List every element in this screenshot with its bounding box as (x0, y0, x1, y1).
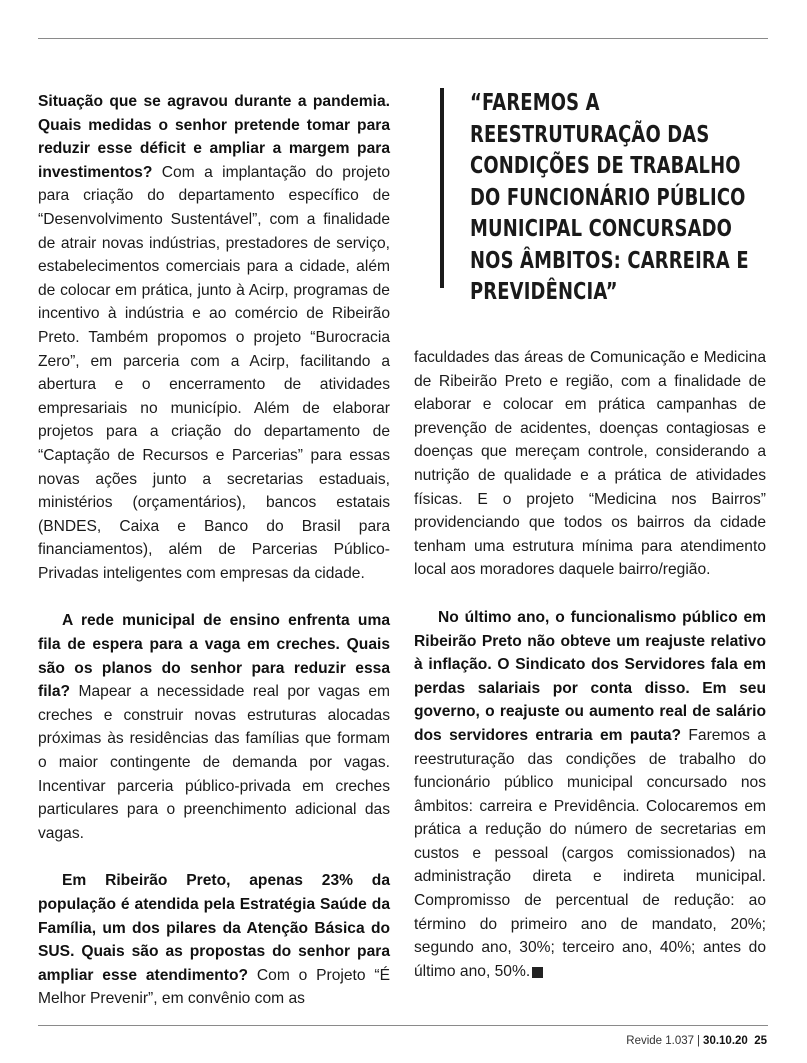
left-column (38, 90, 390, 1011)
answer-paragraph (38, 609, 390, 845)
answer-text: faculdades das áreas de Comunicação e Medicina de Ribeirão Preto e região, com a finalidade de elaborar e colocar em prática campanhas de prevenção de acidentes, doenças contagiosas e doenças que mereçam controle, considerando a nutrição de qualidade e a prática de atividades físicas. E o projeto “Medicina nos Bairros” providenciando que todos os bairros da cidade tenham uma estrutura mínima para atendimento local aos moradores daquele bairro/região. (414, 349, 766, 579)
page-footer (626, 1035, 767, 1047)
answer-text: Com a implantação do projeto para criação do departamento específico de “Desenvolvimento Sustentável”, com a finalidade de atrair novas indústrias, prestadores de serviço, estabelecimentos comerciais para a cidade, além de colocar em prática, junto à Acirp, programas de incentivo à indústria e ao comércio de Ribeirão Preto. Também propomos o projeto “Burocracia Zero”, em parceria com a Acirp, facilitando a abertura e o encerramento de atividades empresariais no município. Além de elaborar projetos para a criação do departamento de “Captação de Recursos e Parcerias” para essas novas ações junto a secretarias estaduais, ministérios (orçamentários), bancos estatais (BNDES, Caixa e Banco do Brasil para financiamentos), além de Parcerias Público-Privadas inteligentes com empresas da cidade. (38, 163, 390, 582)
question-text: Situação que se agravou durante a pandemia. Quais medidas o senhor pretende tomar para reduzir esse déficit e ampliar a margem para investimentos? (38, 93, 390, 181)
footer-separator: | (697, 1035, 701, 1047)
answer-text: Com o Projeto “É Melhor Prevenir”, em convênio com as (38, 966, 390, 1008)
bottom-rule (38, 1025, 768, 1026)
answer-text: Mapear a necessidade real por vagas em creches e construir novas estruturas alocadas próximas às residências das famílias que formam o maior contingente de demanda por vagas. Incentivar parceria público-privada em creches particulares para o preenchimento adicional das vagas. (38, 683, 390, 842)
question-text: No último ano, o funcionalismo público em Ribeirão Preto não obteve um reajuste relativo à inflação. O Sindicato dos Servidores fala em perdas salariais por conta disso. Em seu governo, o reajuste ou aumento real de salário dos servidores entraria em pauta? (414, 608, 766, 744)
question-text: Em Ribeirão Preto, apenas 23% da população é atendida pela Estratégia Saúde da Família, um dos pilares da Atenção Básica do SUS. Quais são as propostas do senhor para ampliar esse atendimento? (38, 872, 390, 984)
question-text: A rede municipal de ensino enfrenta uma fila de espera para a vaga em creches. Quais são os planos do senhor para reduzir essa fila? (38, 612, 390, 701)
magazine-issue: Revide 1.037 (626, 1035, 695, 1047)
end-mark-icon: R (532, 967, 543, 978)
answer-paragraph (414, 606, 766, 984)
pull-quote-text: “FAREMOS A REESTRUTURAÇÃO DAS CONDIÇÕES DE TRABALHO DO FUNCIONÁRIO PÚBLICO MUNICIPAL CONCURSADO NOS ÂMBITOS: CARREIRA E PREVIDÊNCIA” (470, 90, 749, 305)
answer-paragraph (38, 90, 390, 585)
right-column (414, 346, 766, 983)
issue-date: 30.10.20 (703, 1035, 748, 1047)
page-number: 25 (754, 1035, 767, 1047)
answer-paragraph (38, 869, 390, 1011)
answer-text: Faremos a reestruturação das condições de trabalho do funcionário público municipal concursado nos âmbitos: carreira e Previdência. Colocaremos em prática a redução do número de secretarias em custos e pessoal (cargos comissionados) na administração direta e indireta municipal. Compromisso de percentual de redução: ao término do primeiro ano de mandato, 20%; segundo ano, 30%; terceiro ano, 40%; antes do último ano, 50%. (414, 726, 766, 980)
answer-paragraph (414, 346, 766, 582)
pull-quote (440, 88, 770, 305)
top-rule (38, 38, 768, 39)
